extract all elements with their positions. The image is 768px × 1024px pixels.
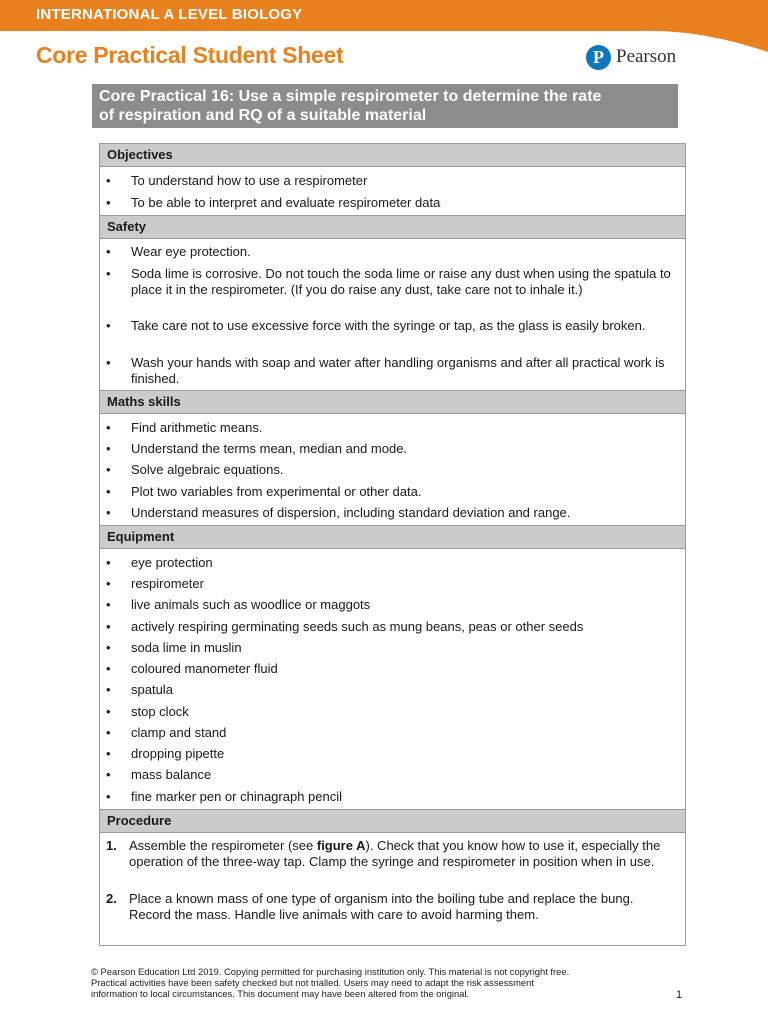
bullet-icon: • xyxy=(106,576,111,591)
objective-item: To be able to interpret and evaluate respirometer data xyxy=(131,195,441,210)
equipment-item: soda lime in muslin xyxy=(131,640,242,655)
bullet-icon: • xyxy=(106,704,111,719)
equipment-item: respirometer xyxy=(131,576,204,591)
series-title: INTERNATIONAL A LEVEL BIOLOGY xyxy=(36,6,303,23)
bullet-icon: • xyxy=(106,505,111,520)
equipment-item: actively respiring germinating seeds such as mung beans, peas or other seeds xyxy=(131,619,584,634)
procedure-step-number: 2. xyxy=(106,891,117,906)
footer-line-3: information to local circumstances. This document may have been altered from the original. xyxy=(91,988,470,999)
bullet-icon: • xyxy=(106,318,111,333)
bullet-icon: • xyxy=(106,441,111,456)
safety-item: Soda lime is corrosive. Do not touch the soda lime or raise any dust when using the spatula to place it in the respirometer. (If you do raise any dust, take care not to inhale it.) xyxy=(131,266,671,297)
bullet-icon: • xyxy=(106,462,111,477)
equipment-item: mass balance xyxy=(131,767,212,782)
safety-heading: Safety xyxy=(100,215,685,239)
sheet-title: Core Practical Student Sheet xyxy=(36,42,344,68)
pearson-p-icon: P xyxy=(586,45,611,70)
procedure-step-number: 1. xyxy=(106,838,117,853)
maths-skill-item: Understand the terms mean, median and mode. xyxy=(131,441,408,456)
copyright-footer xyxy=(91,966,651,999)
objective-item: To understand how to use a respirometer xyxy=(131,173,368,188)
equipment-item: spatula xyxy=(131,682,173,697)
procedure-step: Place a known mass of one type of organism into the boiling tube and replace the bung. Record the mass. Handle live animals with care to avoid harming them. xyxy=(129,891,634,922)
practical-title xyxy=(92,84,678,128)
maths-skill-item: Find arithmetic means. xyxy=(131,420,263,435)
pearson-logo-text: Pearson xyxy=(616,46,677,67)
practical-title-line-2: of respiration and RQ of a suitable material xyxy=(99,107,427,124)
bullet-icon: • xyxy=(106,725,111,740)
bullet-icon: • xyxy=(106,355,111,370)
bullet-icon: • xyxy=(106,244,111,259)
safety-item: Take care not to use excessive force with the syringe or tap, as the glass is easily broken. xyxy=(131,318,646,333)
bullet-icon: • xyxy=(106,767,111,782)
equipment-item: live animals such as woodlice or maggots xyxy=(131,597,371,612)
pearson-logo xyxy=(586,44,676,70)
safety-item: Wear eye protection. xyxy=(131,244,251,259)
procedure-heading: Procedure xyxy=(100,809,685,833)
page-number: 1 xyxy=(676,989,683,1001)
bullet-icon: • xyxy=(106,661,111,676)
procedure-step-text: Assemble the respirometer (see xyxy=(129,838,317,853)
bullet-icon: • xyxy=(106,640,111,655)
procedure-step-text: ). Check that you know how to use it, especially the operation of the three-way tap. Clamp the syringe and respirometer in position when in use. xyxy=(129,838,661,869)
bullet-icon: • xyxy=(106,682,111,697)
maths-skill-item: Understand measures of dispersion, including standard deviation and range. xyxy=(131,505,571,520)
bullet-icon: • xyxy=(106,746,111,761)
equipment-item: dropping pipette xyxy=(131,746,225,761)
equipment-item: fine marker pen or chinagraph pencil xyxy=(131,789,343,804)
equipment-item: eye protection xyxy=(131,555,213,570)
procedure-step xyxy=(129,838,677,869)
bullet-icon: • xyxy=(106,484,111,499)
practical-title-line-1: Core Practical 16: Use a simple respirometer to determine the rate xyxy=(99,88,602,105)
maths-skill-item: Plot two variables from experimental or other data. xyxy=(131,484,422,499)
bullet-icon: • xyxy=(106,420,111,435)
bullet-icon: • xyxy=(106,597,111,612)
objectives-heading: Objectives xyxy=(100,143,685,167)
bullet-icon: • xyxy=(106,555,111,570)
figure-reference: figure A xyxy=(316,838,366,853)
footer-line-2: Practical activities have been safety checked but not trialled. Users may need to adapt the risk assessment xyxy=(91,977,534,988)
bullet-icon: • xyxy=(106,195,111,210)
maths-skills-heading: Maths skills xyxy=(100,390,685,414)
footer-line-1: © Pearson Education Ltd 2019. Copying permitted for purchasing institution only. This material is not copyright free. xyxy=(91,966,570,977)
equipment-item: clamp and stand xyxy=(131,725,227,740)
equipment-heading: Equipment xyxy=(100,525,685,549)
bullet-icon: • xyxy=(106,173,111,188)
safety-item: Wash your hands with soap and water after handling organisms and after all practical work is finished. xyxy=(131,355,665,386)
bullet-icon: • xyxy=(106,619,111,634)
equipment-item: stop clock xyxy=(131,704,189,719)
bullet-icon: • xyxy=(106,266,111,281)
maths-skill-item: Solve algebraic equations. xyxy=(131,462,284,477)
equipment-item: coloured manometer fluid xyxy=(131,661,278,676)
bullet-icon: • xyxy=(106,789,111,804)
